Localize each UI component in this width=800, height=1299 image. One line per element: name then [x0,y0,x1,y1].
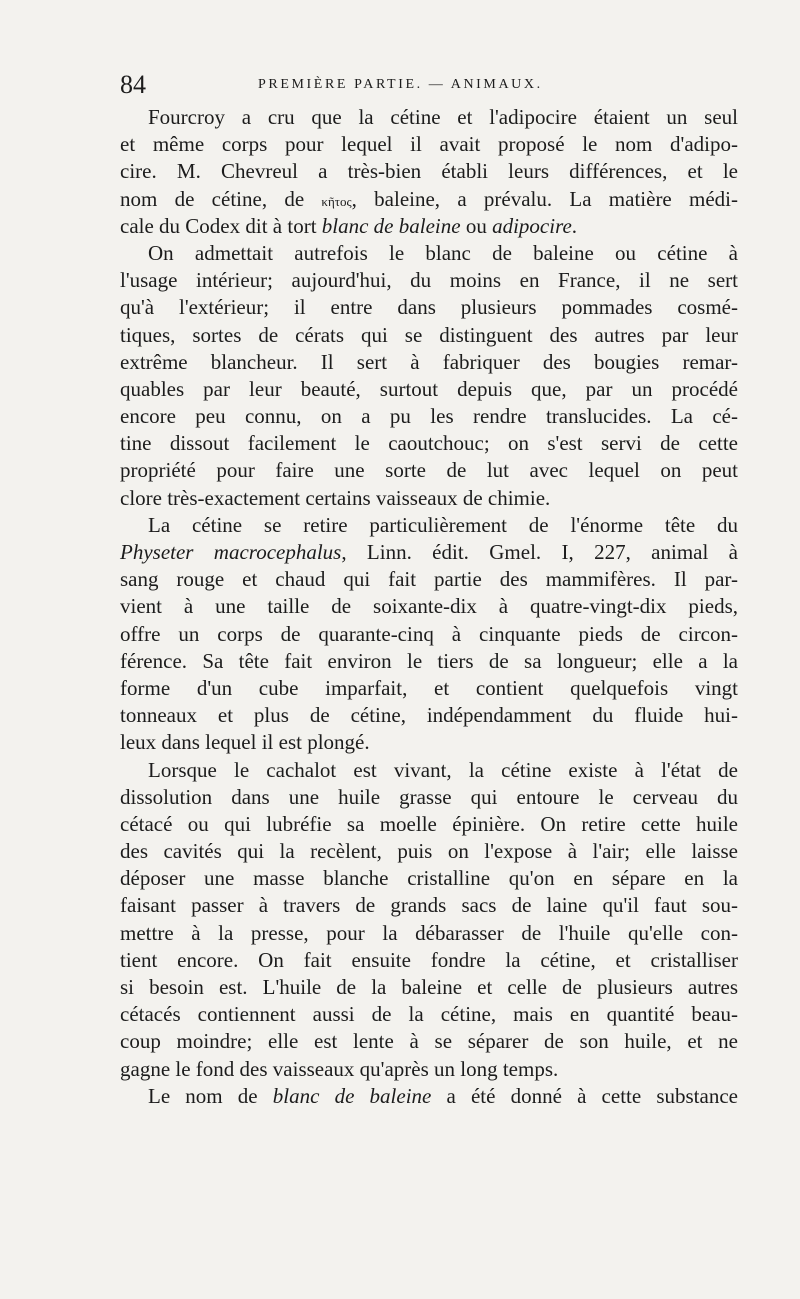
text-segment: qu'à l'extérieur; il entre dans plusieurs pommades cosmé- [120,295,738,320]
text-segment: On admettait autrefois le blanc de baleine ou cétine à [148,240,738,265]
page-header [120,70,740,100]
text-line [120,811,738,838]
text-line [120,158,738,185]
text-segment: l'usage intérieur; aujourd'hui, du moins en France, il ne sert [120,268,738,293]
body-text [120,104,738,1110]
text-segment: Lorsque le cachalot est vivant, la cétine existe à l'état de [148,757,738,782]
text-segment: . [571,213,578,238]
text-line [120,1083,738,1110]
text-segment: tiques, sortes de cérats qui se distinguent des autres par leur [120,322,738,347]
text-segment: dissolution dans une huile grasse qui entoure le cerveau du [120,784,738,809]
text-segment: leux dans lequel il est plongé. [120,730,370,755]
text-segment: cire. M. Chevreul a très-bien établi leurs différences, et le [120,159,738,184]
text-segment: vient à une taille de soixante-dix à quatre-vingt-dix pieds, [120,594,738,619]
text-line [120,920,738,947]
running-head: PREMIÈRE PARTIE. — ANIMAUX. [258,77,543,92]
text-segment: a été donné à cette substance [431,1083,738,1108]
italic-text: blanc de baleine [321,213,461,238]
text-segment: nom de cétine, de [120,186,322,211]
text-line [120,1001,738,1028]
text-line [120,104,738,131]
text-line [120,757,738,784]
text-segment: cétacés contiennent aussi de la cétine, mais en quantité beau- [120,1002,738,1027]
text-segment: tient encore. On fait ensuite fondre la cétine, et cristalliser [120,947,738,972]
text-line [120,240,738,267]
text-line [120,267,738,294]
text-line [120,784,738,811]
text-line [120,403,738,430]
text-segment: cale du Codex dit à tort [120,213,322,238]
text-line [120,838,738,865]
text-segment: cétacé ou qui lubréfie sa moelle épinière. On retire cette huile [120,811,738,836]
text-segment: mettre à la presse, pour la débarasser de l'huile qu'elle con- [120,920,738,945]
text-segment: clore très-exactement certains vaisseaux de chimie. [120,485,551,510]
text-segment: tonneaux et plus de cétine, indépendamment du fluide hui- [120,703,738,728]
text-segment: déposer une masse blanche cristalline qu'on en sépare en la [120,866,738,891]
text-line [120,213,738,240]
text-segment: , baleine, a prévalu. La matière médi- [351,186,739,211]
text-line [120,566,738,593]
text-segment: encore peu connu, on a pu les rendre translucides. La cé- [120,404,738,429]
text-segment: faisant passer à travers de grands sacs de laine qu'il faut sou- [120,893,738,918]
text-segment: si besoin est. L'huile de la baleine et celle de plusieurs autres [120,975,738,999]
text-segment: coup moindre; elle est lente à se séparer de son huile, et ne [120,1029,738,1054]
text-line [120,131,738,158]
text-line [120,376,738,403]
text-line [120,294,738,321]
text-line [120,947,738,974]
text-segment: Le nom de [148,1083,273,1108]
text-line [120,892,738,919]
page-number: 84 [120,70,146,99]
text-line [120,1028,738,1055]
text-line [120,322,738,349]
text-line [120,1056,738,1083]
text-segment: quables par leur beauté, surtout depuis que, par un procédé [120,376,738,401]
text-segment: ou [460,213,493,238]
text-segment: offre un corps de quarante-cinq à cinquante pieds de circon- [120,621,738,646]
text-segment: forme d'un cube imparfait, et contient quelquefois vingt [120,675,738,700]
text-line [120,675,738,702]
text-line [120,349,738,376]
text-line [120,648,738,675]
italic-text: adipocire [492,213,572,238]
text-segment: gagne le fond des vaisseaux qu'après un long temps. [120,1056,559,1081]
text-segment: férence. Sa tête fait environ le tiers de sa longueur; elle a la [120,648,738,673]
italic-text: blanc de baleine [272,1083,432,1108]
text-segment: propriété pour faire une sorte de lut avec lequel on peut [120,458,738,483]
text-segment: tine dissout facilement le caoutchouc; on s'est servi de cette [120,431,738,456]
text-line [120,865,738,892]
italic-text: Physeter macrocephalus [120,540,342,564]
text-line [120,729,738,756]
text-segment: , Linn. édit. Gmel. I, 227, animal à [341,540,738,564]
text-line [120,539,738,566]
greek-text: κῆτος [321,193,352,209]
text-segment: La cétine se retire particulièrement de l'énorme tête du [148,512,738,537]
text-line [120,485,738,512]
text-line [120,593,738,620]
text-line [120,621,738,648]
text-segment: des cavités qui la recèlent, puis on l'expose à l'air; elle laisse [120,839,738,864]
text-segment: sang rouge et chaud qui fait partie des mammifères. Il par- [120,567,738,592]
text-line [120,974,738,1001]
text-line [120,512,738,539]
text-line [120,186,738,213]
text-line [120,430,738,457]
text-line [120,702,738,729]
text-segment: Fourcroy a cru que la cétine et l'adipocire étaient un seul [148,105,738,129]
text-line [120,457,738,484]
text-segment: et même corps pour lequel il avait proposé le nom d'adipo- [120,132,738,157]
text-segment: extrême blancheur. Il sert à fabriquer des bougies remar- [120,349,738,374]
